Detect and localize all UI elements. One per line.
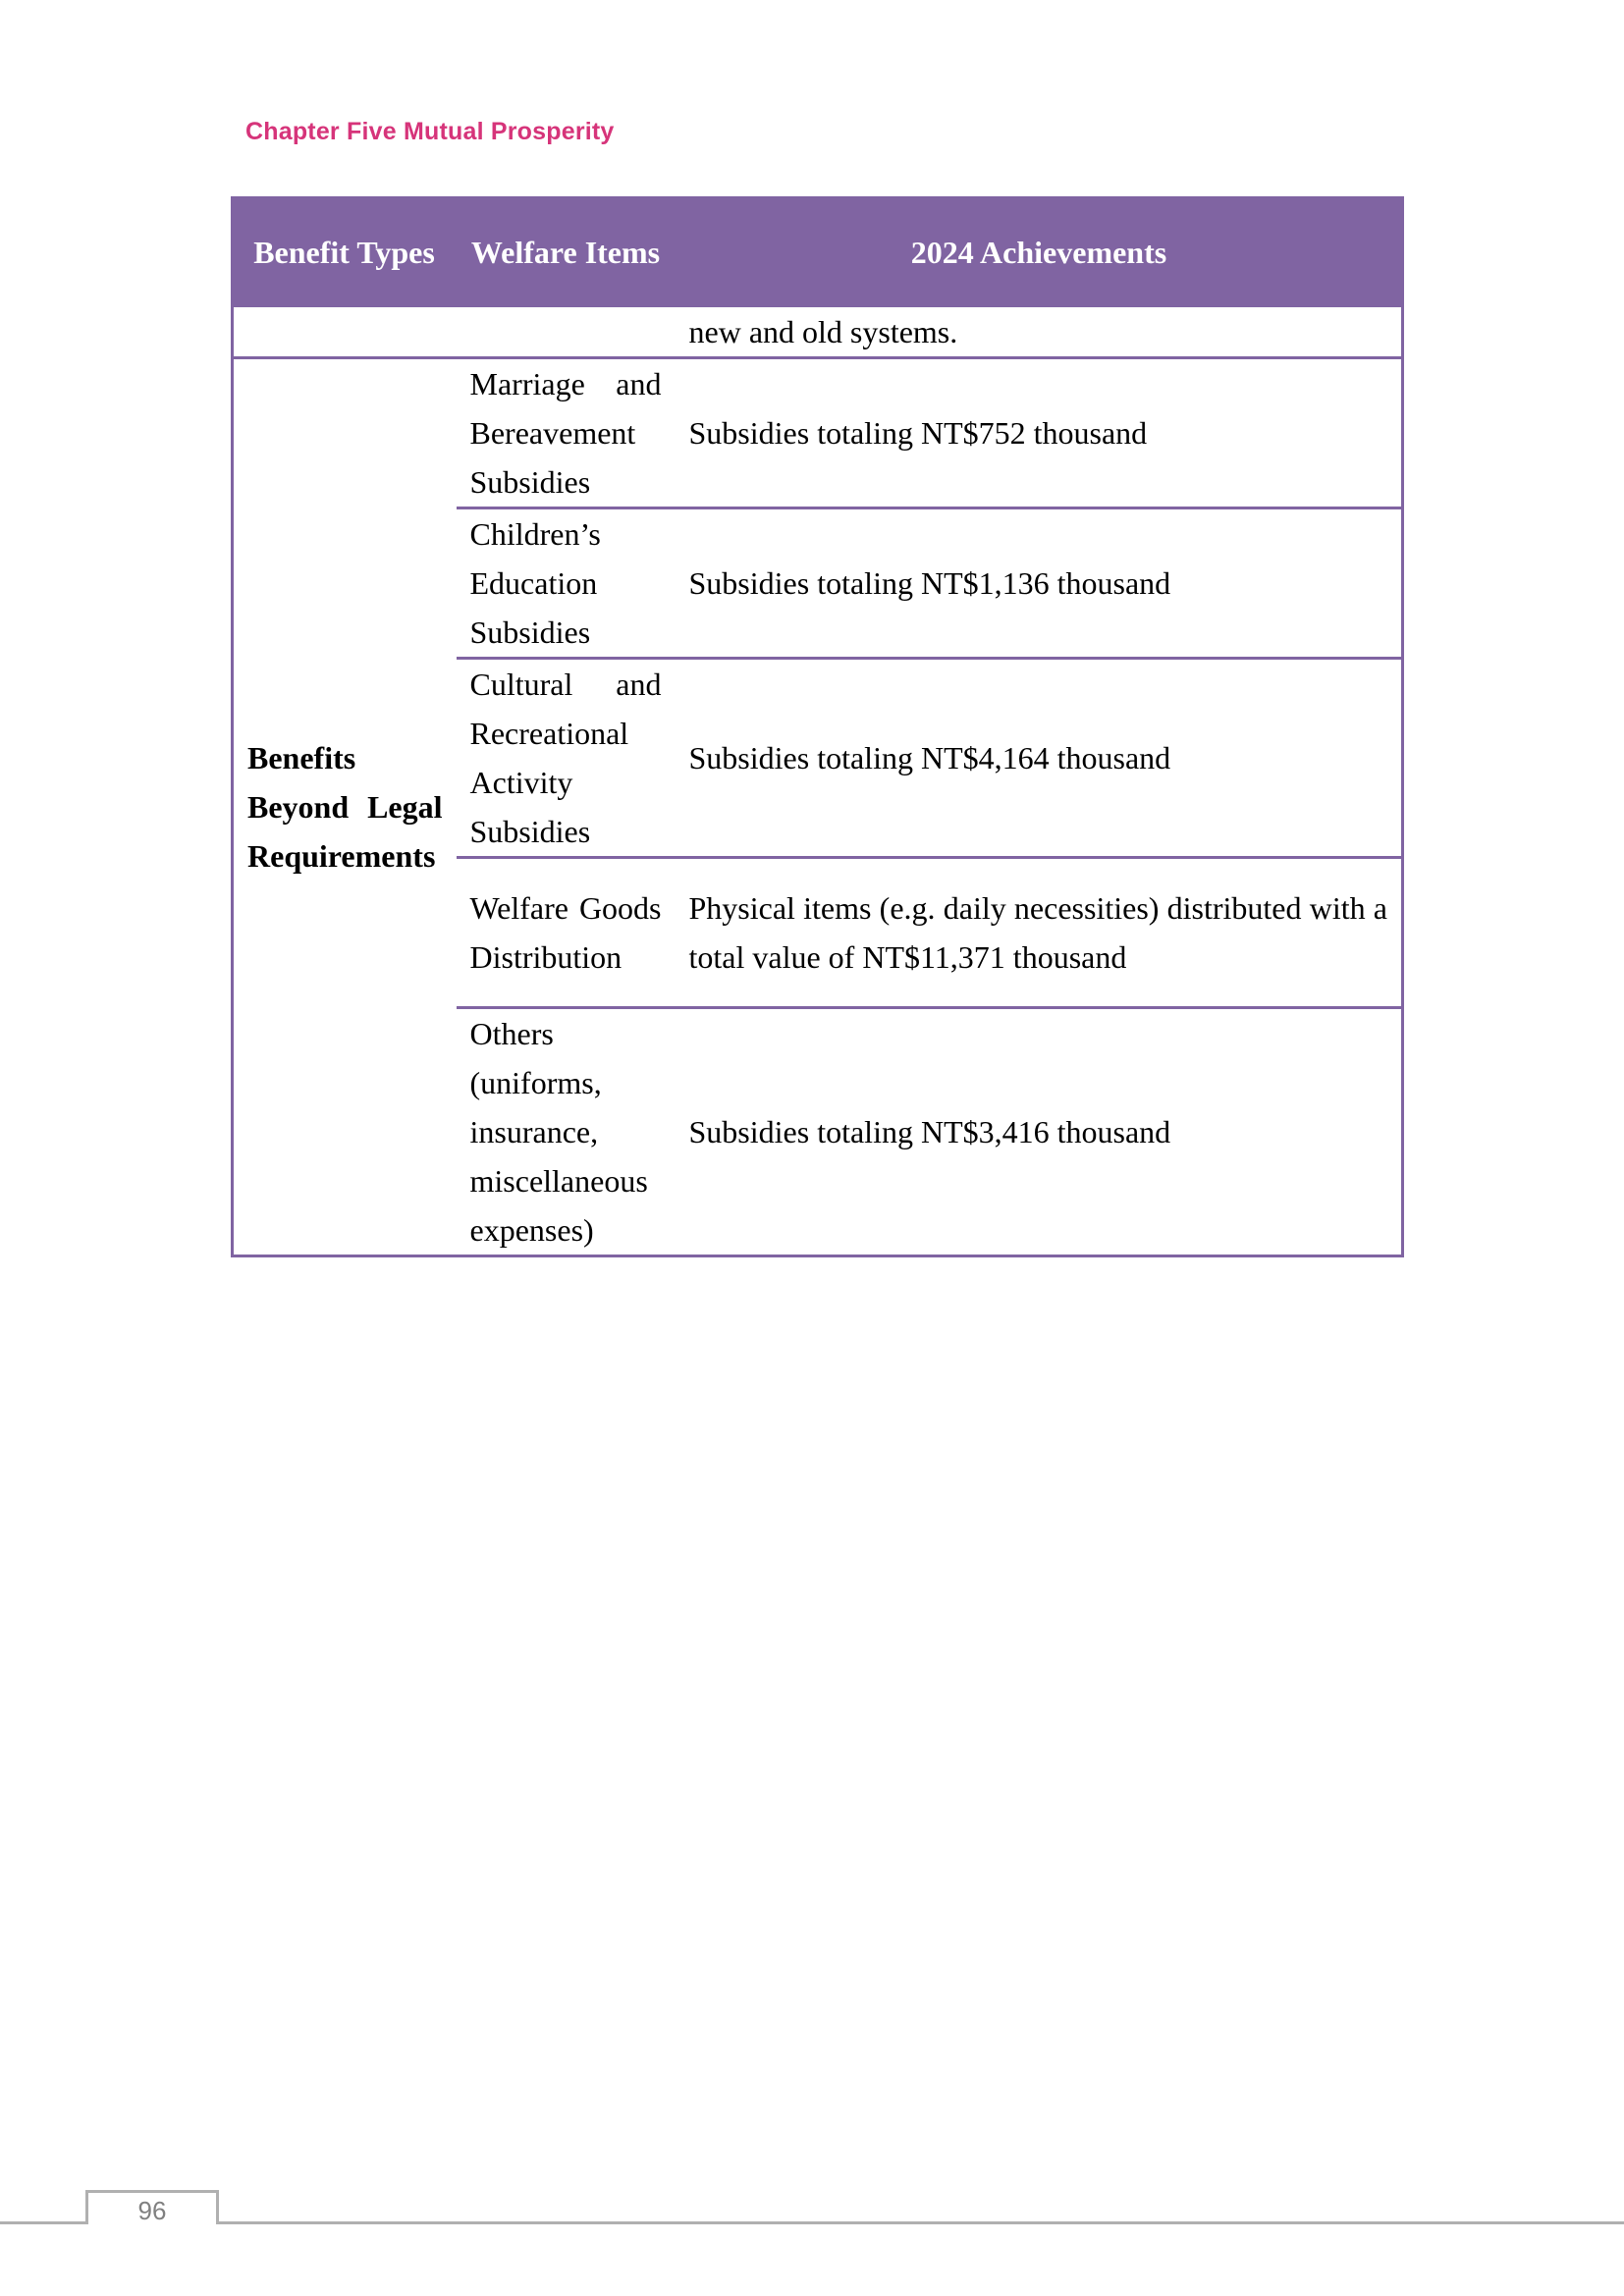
welfare-item-cell: Welfare Goods Distribution: [457, 858, 676, 1008]
table-header-row: [233, 198, 1403, 306]
welfare-benefits-table: [231, 196, 1404, 1257]
column-header-benefit-types: Benefit Types: [233, 198, 457, 306]
column-header-achievements: 2024 Achievements: [676, 198, 1403, 306]
achievement-cell: Subsidies totaling NT$3,416 thousand: [676, 1008, 1403, 1256]
footer-divider: [0, 2221, 1624, 2224]
page-number: 96: [85, 2190, 219, 2224]
empty-cell: [457, 306, 676, 358]
achievement-cell: Physical items (e.g. daily necessities) distributed with a total value of NT$11,371 thousand: [676, 858, 1403, 1008]
welfare-item-cell: Others (uniforms, insurance, miscellaneous expenses): [457, 1008, 676, 1256]
empty-cell: [233, 306, 457, 358]
welfare-item-cell: Marriage and Bereavement Subsidies: [457, 358, 676, 508]
continuation-text: new and old systems.: [676, 306, 1403, 358]
chapter-title: Chapter Five Mutual Prosperity: [245, 118, 615, 145]
welfare-item-cell: Children’s Education Subsidies: [457, 508, 676, 659]
achievement-cell: Subsidies totaling NT$4,164 thousand: [676, 659, 1403, 858]
continuation-row: [233, 306, 1403, 358]
column-header-welfare-items: Welfare Items: [457, 198, 676, 306]
achievement-cell: Subsidies totaling NT$752 thousand: [676, 358, 1403, 508]
table-row: [233, 358, 1403, 508]
achievement-cell: Subsidies totaling NT$1,136 thousand: [676, 508, 1403, 659]
welfare-item-cell: Cultural and Recreational Activity Subsidies: [457, 659, 676, 858]
benefit-type-cell: Benefits Beyond Legal Requirements: [233, 358, 457, 1256]
